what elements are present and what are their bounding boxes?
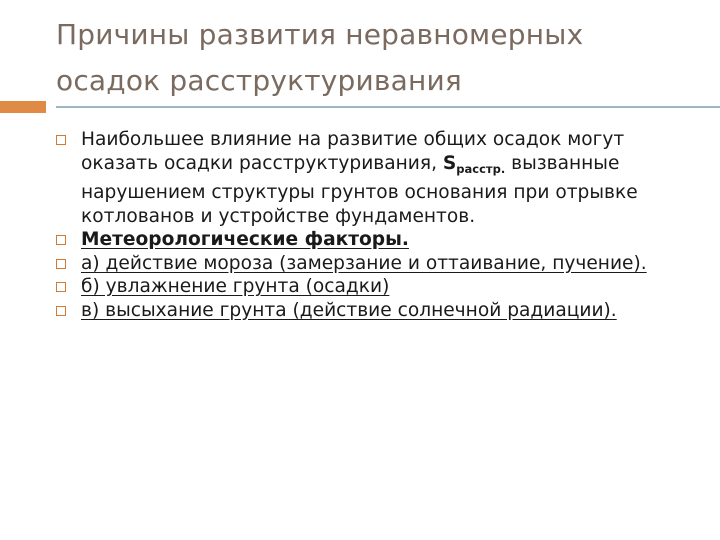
square-bullet-icon (56, 135, 66, 145)
bullet-text: Наибольшее влияние на развитие общих осадок могут оказать осадки расструктуривания, (81, 129, 625, 174)
bullet-text: Метеорологические факторы. (81, 229, 409, 250)
bullet-item-meteo (56, 228, 656, 252)
bullet-item-influence (56, 128, 656, 228)
square-bullet-icon (56, 259, 66, 269)
settlement-subscript: расстр. (456, 161, 506, 176)
bullet-text: а) действие мороза (замерзание и оттаивание, пучение). (81, 252, 647, 274)
bullet-item-drying (56, 299, 656, 323)
bullet-text: б) увлажнение грунта (осадки) (81, 276, 390, 297)
square-bullet-icon (56, 235, 66, 245)
square-bullet-icon (56, 282, 66, 292)
bullet-item-moisture (56, 275, 656, 299)
bullet-text-continued: вызванные нарушением структуры грунтов основания при отрывке котлованов и устройстве фундаментов. (81, 152, 638, 227)
accent-divider-block (0, 101, 46, 113)
title-divider-line (56, 106, 720, 108)
bullet-text: в) высыхание грунта (действие солнечной радиации). (81, 299, 617, 321)
bullet-item-frost (56, 252, 656, 276)
slide-title: Причины развития неравномерных осадок расструктуривания (56, 18, 584, 97)
square-bullet-icon (56, 306, 66, 316)
bullet-list (56, 128, 656, 322)
settlement-symbol: S (442, 152, 457, 174)
